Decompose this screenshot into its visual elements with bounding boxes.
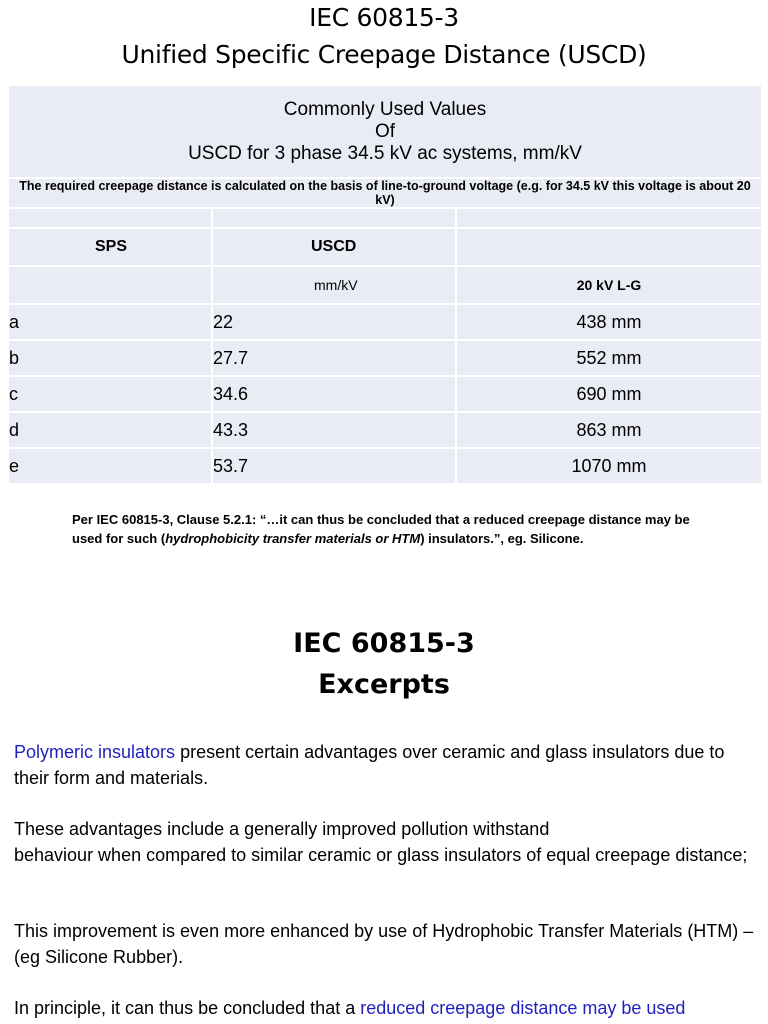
clause-quote-italic: hydrophobicity transfer materials or HTM xyxy=(165,531,421,546)
clause-quote xyxy=(72,510,712,548)
distance-cell: 1070 mm xyxy=(456,448,762,484)
unit-mm-per-kv: mm/kV xyxy=(212,266,456,304)
table-row xyxy=(8,340,762,376)
common-values-line2: Of xyxy=(374,120,396,142)
common-values-header xyxy=(8,85,762,178)
sps-cell: d xyxy=(8,412,212,448)
line-to-ground-note: The required creepage distance is calculated on the basis of line-to-ground voltage (e.g. for 34.5 kV this voltage is about 20 kV) xyxy=(8,178,762,208)
spacer-cell xyxy=(456,208,762,228)
excerpts-subtitle: Excerpts xyxy=(318,669,450,700)
table-row xyxy=(8,412,762,448)
distance-cell: 690 mm xyxy=(456,376,762,412)
sps-cell: a xyxy=(8,304,212,340)
page-title: IEC 60815-3 xyxy=(309,3,459,32)
distance-cell: 552 mm xyxy=(456,340,762,376)
polymeric-insulators-link[interactable]: Polymeric insulators xyxy=(14,742,176,762)
spacer-cell xyxy=(212,208,456,228)
header-uscd: USCD xyxy=(212,228,456,266)
table-row xyxy=(8,304,762,340)
excerpts-title: IEC 60815-3 xyxy=(293,628,475,659)
distance-cell: 438 mm xyxy=(456,304,762,340)
table-row xyxy=(8,376,762,412)
paragraph-advantages-line1: These advantages include a generally improved pollution withstand xyxy=(14,819,550,839)
table-row xyxy=(8,448,762,484)
spacer-cell xyxy=(8,208,212,228)
common-values-line1: Commonly Used Values xyxy=(283,98,487,120)
uscd-table xyxy=(7,84,763,485)
uscd-cell: 53.7 xyxy=(212,448,456,484)
paragraph-principle-text: In principle, it can thus be concluded that a xyxy=(14,998,361,1018)
uscd-cell: 34.6 xyxy=(212,376,456,412)
header-sps: SPS xyxy=(8,228,212,266)
sps-cell: c xyxy=(8,376,212,412)
clause-quote-text: Per IEC 60815-3, Clause 5.2.1: “…it can thus be concluded that a reduced creepage distance may be used for such ( xyxy=(72,512,690,546)
page-subtitle: Unified Specific Creepage Distance (USCD) xyxy=(121,40,647,69)
uscd-cell: 27.7 xyxy=(212,340,456,376)
header-empty xyxy=(456,228,762,266)
paragraph-polymeric-text: present certain advantages over ceramic and glass insulators due to their form and materials. xyxy=(14,742,725,788)
clause-quote-end: ) insulators.”, eg. Silicone. xyxy=(420,531,584,546)
paragraph-advantages xyxy=(14,816,762,868)
sps-cell: e xyxy=(8,448,212,484)
sps-cell: b xyxy=(8,340,212,376)
uscd-cell: 22 xyxy=(212,304,456,340)
paragraph-advantages-line2: behaviour when compared to similar ceramic or glass insulators of equal creepage distance; xyxy=(14,845,748,865)
header-20kv-lg: 20 kV L-G xyxy=(456,266,762,304)
uscd-cell: 43.3 xyxy=(212,412,456,448)
distance-cell: 863 mm xyxy=(456,412,762,448)
paragraph-polymeric xyxy=(14,739,762,791)
reduced-creepage-link[interactable]: reduced creepage distance may be used xyxy=(360,998,686,1018)
common-values-line3: USCD for 3 phase 34.5 kV ac systems, mm/kV xyxy=(188,142,582,164)
unit-empty xyxy=(8,266,212,304)
paragraph-htm: This improvement is even more enhanced by use of Hydrophobic Transfer Materials (HTM) – (eg Silicone Rubber). xyxy=(14,921,754,967)
paragraph-principle xyxy=(14,995,762,1021)
